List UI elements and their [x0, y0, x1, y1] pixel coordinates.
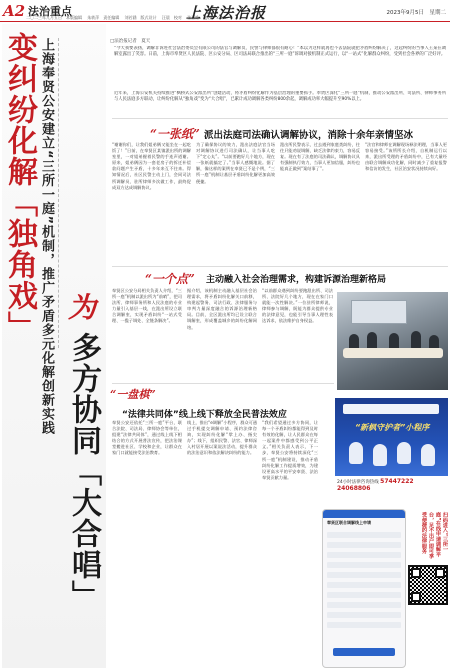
lead-paragraph-2: 近年来，上海公安机关持续推进“枫桥式公安派出所”创建活动，将矛盾纠纷化解作为基层治理的重要抓手。奉贤区深化“三所一庭”机制，推动公安派出所、司法所、律师事务所与人民法庭多方联动，让纠纷化解从“独角戏”变为“大合唱”，已累计成功调解各类纠纷800余起，调解成功率大幅提升至90%以上。 — [114, 91, 446, 103]
form-row — [327, 562, 401, 568]
promo-banner — [343, 404, 439, 414]
form-row — [327, 582, 401, 588]
page-number: A2 — [3, 2, 26, 20]
meeting-table — [343, 348, 443, 358]
submit-button — [333, 648, 395, 656]
phone-status-bar — [323, 510, 405, 518]
cartoon-police-icon — [421, 444, 435, 466]
cartoon-police-icon — [397, 442, 411, 464]
hotline-label: 24小时法律咨询热线 — [337, 480, 379, 485]
article-column: 为了确保协议的效力，派出法庭法官当场对调解协议进行司法确认，让当事人吃下“定心丸”。“以前要跑好几个地方，现在一张纸就搞定了。”当事人感慨地说。据了解，像这样的案例在奉贤已不是个例，“三所一庭”机制让基层矛盾纠纷化解更加高效便捷。 — [196, 142, 275, 184]
article-column: “我们希望通过多方协同，让每一个矛盾纠纷都能得到及时有效的化解，让人民群众在每一起案件中都感受到公平正义。”相关负责人表示，下一步，奉贤公安将持续深化“三所一庭”机制建设，推动矛盾纠纷化解工作提质增效，为建设更高水平的平安奉贤、法治奉贤贡献力量。 — [262, 420, 318, 480]
cartoon-police-icon — [373, 444, 387, 466]
person — [411, 331, 421, 349]
article-column: 派出所民警表示，过去遇到家庭类纠纷，往往只能劝说调解，缺乏法律约束力，容易反复。现在有了法庭的司法确认，调解协议具有强制执行效力，当事人更加信服，纠纷也能真正做到“案结事了”。 — [280, 142, 360, 172]
divider — [112, 266, 448, 267]
article-column: “谢谢你们，让我们姐弟俩又能坐在一起吃饭了！”日前，在奉贤区某镇派出所的调解室里，一对姐弟握着民警的手连声道谢。原来，姐弟俩因为一套老房子的拆迁补偿款问题产生矛盾，十多年来互不往来。得知情况后，社区民警主动上门，会同司法所调解员、驻所律师多次做工作，最终促成双方达成调解协议。 — [112, 142, 191, 190]
section-tag: “一张纸” — [150, 127, 200, 141]
qr-code-icon — [408, 565, 448, 605]
headline-column — [2, 24, 106, 668]
form-row — [327, 622, 401, 628]
section-title: “法律共同体”线上线下释放全民普法效应 — [122, 410, 287, 420]
section-tag: “一盘棋” — [110, 388, 156, 401]
qr-corner — [411, 592, 421, 602]
form-row — [327, 532, 401, 538]
paper-name: 上海法治报 — [186, 4, 267, 22]
promo-title: “新枫守护者”小程序 — [355, 423, 430, 432]
article-column: 线上，推出“e调解”小程序，群众可通过手机提交调解申请、预约法律咨询，实现纠纷化解“掌上办、指尖办”；线下，组织民警、法官、律师深入村居开展以案说法活动，提升群众的法治意识和依法解决纠纷的能力。 — [187, 420, 257, 456]
qr-caption: 扫码进入“三所一庭”在线申请调解平台，足不出户即可享受便捷的法律服务 — [421, 512, 448, 559]
divider — [112, 383, 334, 384]
article-column: 奉贤区公安分局相关负责人介绍，“三所一庭”机制以派出所为“前哨”，把司法所、律师事务所和人民法庭的专业力量引入基层一线，在派出所设立联合调解室，实现矛盾纠纷“一站式受理、一揽子调处、全链条解决”。 — [112, 288, 182, 324]
article-column: “以前群众遇到纠纷要跑派出所、司法所、法院好几个地方，现在在家门口就能一次性解决。”一位驻所律师说，律师参与调解，既能为群众提供专业的法律意见，也能引导当事人理性表达诉求，依法维护自身权益。 — [262, 288, 333, 324]
hotline-number-2: 24068806 — [337, 485, 371, 492]
divider — [58, 38, 59, 348]
form-row — [327, 612, 401, 618]
hotline-box — [337, 478, 448, 490]
qr-corner — [411, 568, 421, 578]
phone-screen-title: 奉贤区联合调解线上申请 — [327, 520, 371, 525]
form-row — [327, 572, 401, 578]
phone-screenshot — [322, 509, 406, 668]
form-row — [327, 602, 401, 608]
headline-red: 变纠纷化解「独角戏」 — [2, 32, 37, 342]
headline-subhead: 上海奉贤公安建立“三所一庭”机制，推广矛盾多元化解创新实践 — [39, 38, 54, 436]
headline-black: 多方协同「大合唱」 — [66, 332, 101, 611]
article-column: 奉贤公安还依托“三所一庭”平台，联合法院、司法局、律师协会等单位，组建“法律共同体”，通过线上线下相结合的方式开展普法宣传，把法治课堂搬进社区、学校和企业，让群众在家门口就能接受法治教育。 — [112, 420, 182, 456]
masthead — [0, 0, 450, 22]
qr-corner — [435, 568, 445, 578]
form-row — [327, 592, 401, 598]
cartoon-police-icon — [349, 442, 363, 464]
hotline-number: 57447222 — [380, 478, 414, 485]
form-row — [327, 542, 401, 548]
editors-line: 二〇二三年九月五日 本版编辑 朱轶萍 责任编辑 刘若涵 版式设计 汪晨 校对 张嘉维 电话 xxxx — [26, 15, 226, 20]
article-column: “法官和律师在调解现场释法明理，当事人更容易接受。”该所所长介绍，自机制运行以来，派出所受理的矛盾纠纷中，已有大量经由联合调解成功化解，同时减少了重复报警和信访的发生，社区治安状况持续向好。 — [365, 142, 447, 172]
divider — [112, 118, 448, 119]
article-column: 据介绍，该机制主动融入基层社会治理需求，将矛盾纠纷化解关口前移，构建起警务、司法行政、法律服务与审判力量深度融合的诉源治理新格局。目前，全区派出所均已设立联合调解室，形成覆盖城乡的纠纷化解网络。 — [187, 288, 257, 330]
mini-program-promo-image — [335, 398, 448, 476]
issue-date: 2023年9月5日 星期二 — [386, 10, 446, 16]
section-title: 主动融入社会治理需求，构建诉源治理新格局 — [206, 275, 387, 285]
mediation-meeting-photo — [337, 292, 448, 390]
section-tag: “一个点” — [145, 272, 195, 286]
section-title: 派出法庭司法确认调解协议，消除十余年亲情坚冰 — [204, 130, 414, 141]
section-title: 法治重点 — [28, 5, 72, 18]
meeting-screen — [351, 300, 407, 324]
headline-connector: 为 — [68, 291, 97, 324]
form-row — [327, 552, 401, 558]
lead-paragraph-1: “今天我要表扬，调解非诉进社会法治委员会有限公司的法官与调解员、民警与律师都很有耐心！”本以为这样就再也不去法院就把矛盾纠纷解决了，这起纠纷的当事人王某在调解室露出了笑容。日前，上海市奉贤区人民法院、区公安分局、区司法局联合推出的“三所一庭”诉调对接机制正式运行，以“一站式”化解群众纠纷，受到社会各界的广泛好评。 — [114, 46, 446, 58]
byline: □法治报记者 夏天 — [110, 39, 151, 44]
